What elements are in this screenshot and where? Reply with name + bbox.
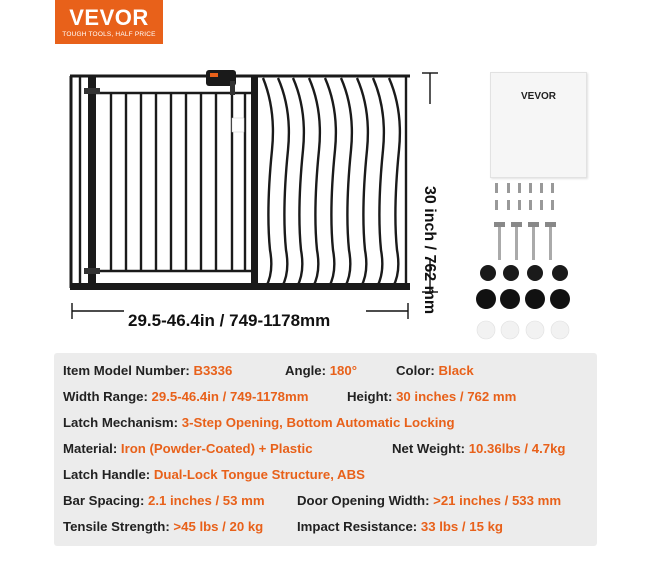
height-label: Height:: [347, 389, 393, 404]
tensile-label: Tensile Strength:: [63, 519, 170, 534]
material-value: Iron (Powder-Coated) + Plastic: [120, 441, 313, 456]
door-bars: [111, 93, 245, 271]
latch-mechanism-label: Latch Mechanism:: [63, 415, 179, 430]
gate-frame: [70, 76, 410, 290]
material-label: Material:: [63, 441, 118, 456]
bar-spacing-value: 2.1 inches / 53 mm: [148, 493, 265, 508]
instruction-manual: [490, 72, 587, 178]
height-value: 30 inches / 762 mm: [396, 389, 517, 404]
model-value: B3336: [193, 363, 233, 378]
height-dimension-label: 30 inch / 762 mm: [421, 186, 438, 315]
door-opening-label: Door Opening Width:: [297, 493, 430, 508]
width-label: Width Range:: [63, 389, 148, 404]
color-label: Color:: [396, 363, 435, 378]
logo-brand-name: VEVOR: [69, 5, 149, 30]
impact-value: 33 lbs / 15 kg: [420, 519, 503, 534]
angle-value: 180°: [329, 363, 357, 378]
wall-pads-white: [477, 321, 569, 339]
adjuster-nuts: [480, 265, 568, 281]
width-dimension-label: 29.5-46.4in / 749-1178mm: [128, 311, 331, 330]
latch-handle-label: Latch Handle:: [63, 467, 151, 482]
logo-tagline: TOUGH TOOLS, HALF PRICE: [62, 31, 156, 38]
width-value: 29.5-46.4in / 749-1178mm: [151, 389, 309, 404]
model-label: Item Model Number:: [63, 363, 190, 378]
latch-mechanism-value: 3-Step Opening, Bottom Automatic Locking: [181, 415, 455, 430]
latch-handle-value: Dual-Lock Tongue Structure, ABS: [153, 467, 365, 482]
color-value: Black: [438, 363, 474, 378]
tensile-value: >45 lbs / 20 kg: [173, 519, 264, 534]
threaded-bolts: [494, 222, 556, 260]
weight-value: 10.36lbs / 4.7kg: [468, 441, 566, 456]
door-opening-value: >21 inches / 533 mm: [433, 493, 562, 508]
screws-small: [495, 183, 554, 210]
angle-label: Angle:: [285, 363, 327, 378]
bar-spacing-label: Bar Spacing:: [63, 493, 145, 508]
manual-logo: VEVOR: [520, 91, 556, 102]
spec-panel: [54, 353, 597, 546]
weight-label: Net Weight:: [392, 441, 466, 456]
latch-handle: [206, 70, 244, 132]
extension-bars: [263, 76, 406, 288]
wall-pads-black: [476, 289, 570, 309]
impact-label: Impact Resistance:: [297, 519, 418, 534]
